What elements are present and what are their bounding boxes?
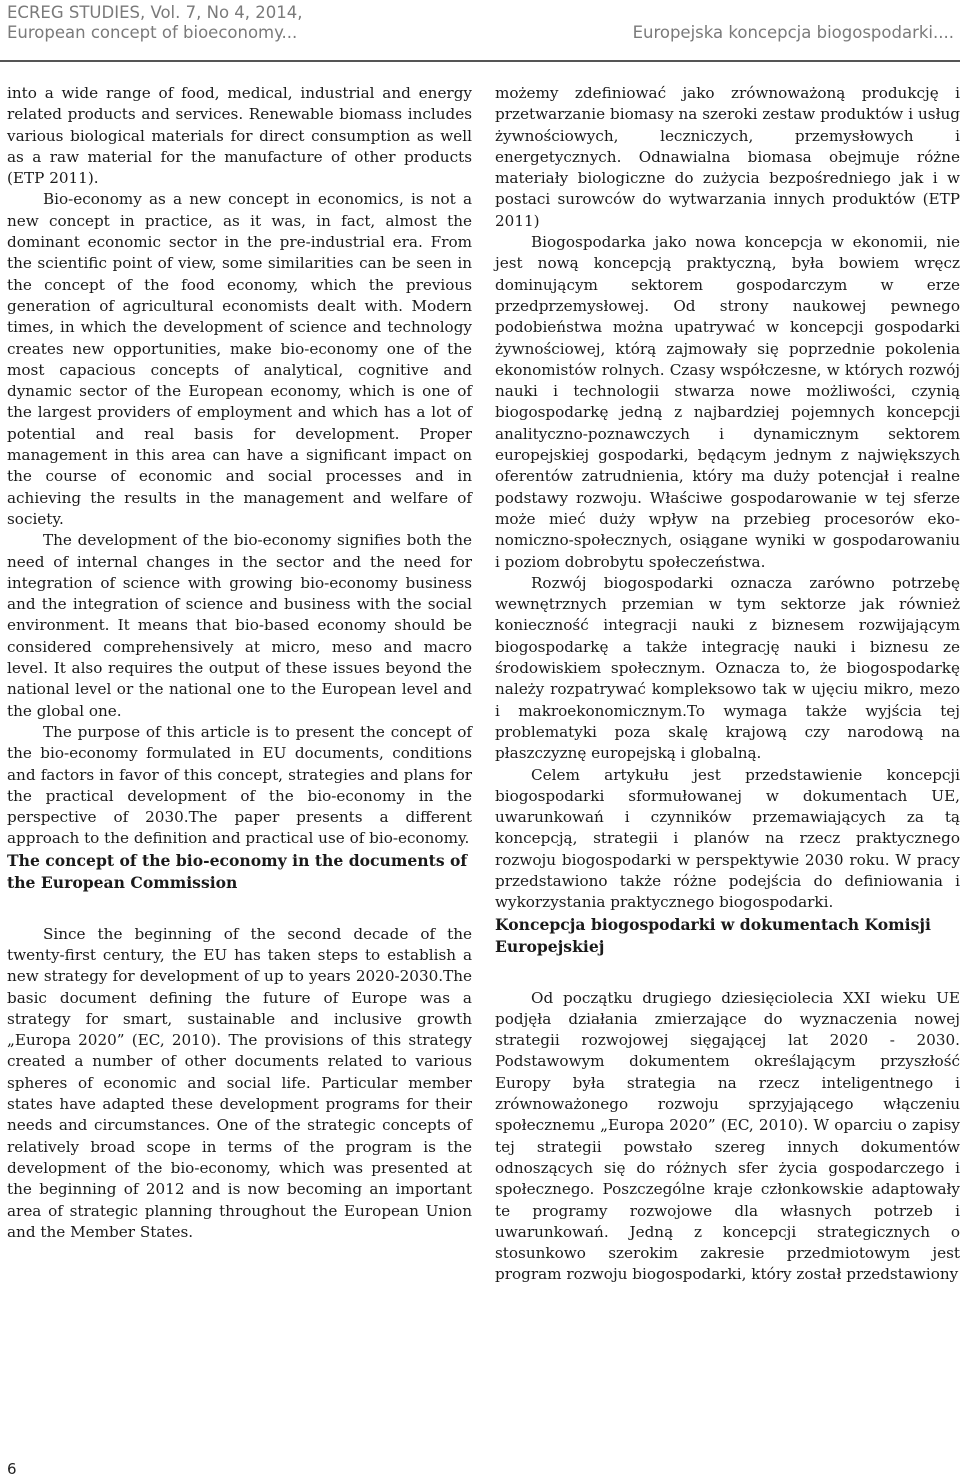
paragraph: Biogospodarka jako nowa koncepcja w ekonomii, nie jest nową koncepcją praktyczną, była bowiem wręcz dominującym sektorem gospodarczym w erze przedprzemysłowej. Od strony naukowej pewnego podobieństwa można upatrywać w koncepcji gospodarki żywnościowej, którą zajmowały się poprzednie pokolenia ekonomistów rolnych. Czasy współczesne, w których rozwój nauki i technologii stwarza nowe możliwości, czynią biogospodarkę jedną z najbardziej pojemnych koncepcji analityczno-poznawczych i dynamicznym sektorem europejskiej gospodarki, będącym jednym z największych oferentów zatrudnienia, który ma duży potencjał i realne podstawy rozwoju. Właściwe gospodarowanie w tej sferze może mieć duży wpływ na przebieg procesorów ekonomiczno-społecznych, osiągane wyniki w gospodarowaniu i poziom dobrobytu społeczeństwa.	[495, 233, 960, 571]
paragraph: The purpose of this article is to present the concept of the bio-economy formulated in EU documents, conditions and factors in favor of this concept, strategies and plans for the practical development of the bio-economy in the perspective of 2030.The paper presents a different approach to the definition and practical use of bio-economy.	[7, 722, 472, 848]
paragraph: Rozwój biogospodarki oznacza zarówno potrzebę wewnętrznych przemian w tym sektorze jak również konieczność integracji nauki z biznesem rozwijającym biogospodarkę a także integrację nauki i biznesu ze środowiskiem społecznym. Oznacza to, że biogospodarkę należy rozpatrywać kompleksowo tak w ujęciu mikro, mezo i makroekonomicznym.To wymaga także wyjścia tej problematyki poza skalę krajową czy narodową na płaszczyznę europejską i globalną.	[495, 573, 960, 763]
section-heading: Koncepcja biogospodarki w dokumentach Komisji Europejskiej	[495, 914, 931, 956]
paragraph: Bio-economy as a new concept in economics, is not a new concept in practice, as it was, in fact, almost the dominant economic sector in the pre-industrial era. From the scientific point of view, some similarities can be seen in the concept of the food economy, which the previous generation of agricultural economists dealt with. Modern times, in which the development of science and technology creates new opportunities, make bio-economy one of the most capacious concepts of analytical, cognitive and dynamic sector of the European economy, which is one of the largest providers of employment and which has a lot of potential and real basis for development. Proper management in this area can have a significant impact on the course of economic and social processes and in achieving the results in the management and welfare of society.	[7, 190, 472, 528]
paragraph: Since the beginning of the second decade of the twenty-first century, the EU has taken steps to establish a new strategy for development of up to years 2020-2030.The basic document defining the future of Europe was a strategy for smart, sustainable and inclusive growth „Europa 2020” (EC, 2010). The provisions of this strategy created a number of other documents related to various spheres of economic and social life. Particular member states have adapted these development programs for their needs and circumstances. One of the strategic concepts of relatively broad scope in terms of the program is the development of the bio-economy, which was presented at the beginning of 2012 and is now becoming an important area of strategic planning throughout the European Union and the Member States.	[7, 924, 472, 1241]
polish-column	[495, 83, 960, 1286]
english-column	[7, 83, 472, 1243]
paragraph: możemy zdefiniować jako zrównoważoną produkcję i przetwarzanie biomasy na szeroki zestaw produktów i usług żywnościowych, leczniczych, przemysłowych i energetycznych. Odnawialna biomasa obejmuje różne materiały biologiczne do zużycia bezpośredniego jak i w postaci surowców do wytwarzania innych produktów (ETP 2011)	[495, 84, 960, 230]
paragraph: Od początku drugiego dziesięciolecia XXI wieku UE podjęła działania zmierzające do wyznaczenia nowej strategii rozwojowej sięgającej lat 2020 - 2030. Podstawowym dokumentem określającym przyszłość Europy była strategia na rzecz inteligentnego i zrównoważonego rozwoju sprzyjającego włączeniu społecznemu „Europa 2020” (EC, 2010). W oparciu o zapisy tej strategii powstało szereg innych dokumentów odnoszących się do różnych sfer życia gospodarczego i społecznego. Poszczególne kraje członkowskie adaptowały te programy rozwojowe dla własnych potrzeb i uwarunkowań. Jedną z koncepcji strategicznych o stosunkowo szerokim zakresie przedmiotowym jest program rozwoju biogospodarki, który został przedstawiony	[495, 988, 960, 1284]
paragraph: into a wide range of food, medical, industrial and energy related products and services. Renewable biomass includes various biological materials for direct consumption as well as a raw material for the manufacture of other products (ETP 2011).	[7, 84, 472, 188]
journal-citation: ECREG STUDIES, Vol. 7, No 4, 2014,	[7, 3, 303, 22]
header-left	[7, 3, 303, 43]
paragraph: The development of the bio-economy signifies both the need of internal changes in the sector and the need for integration of science with growing bio-economy business and the integration of science and business with the social environment. It means that bio-based economy should be considered comprehensively at micro, meso and macro level. It also requires the output of these issues beyond the national level or the national one to the European level and the global one.	[7, 531, 472, 720]
paragraph: Celem artykułu jest przedstawienie koncepcji biogospodarki sformułowanej w dokumentach UE, uwarunkowań i czynników przemawiających za tą koncepcją, strategii i planów na rzecz praktycznego rozwoju biogospodarki w perspektywie 2030 roku. W pracy przedstawiono także różne podejścia do definiowania i wykorzystania praktycznego biogospodarki.	[495, 765, 960, 912]
section-heading: The concept of the bio-economy in the documents of the European Commission	[7, 850, 468, 892]
header-title-en: European concept of bioeconomy...	[7, 23, 298, 42]
header-divider	[0, 60, 960, 62]
running-header	[0, 0, 960, 58]
header-title-pl: Europejska koncepcja biogospodarki....	[632, 23, 954, 42]
page-number: 6	[7, 1460, 17, 1478]
